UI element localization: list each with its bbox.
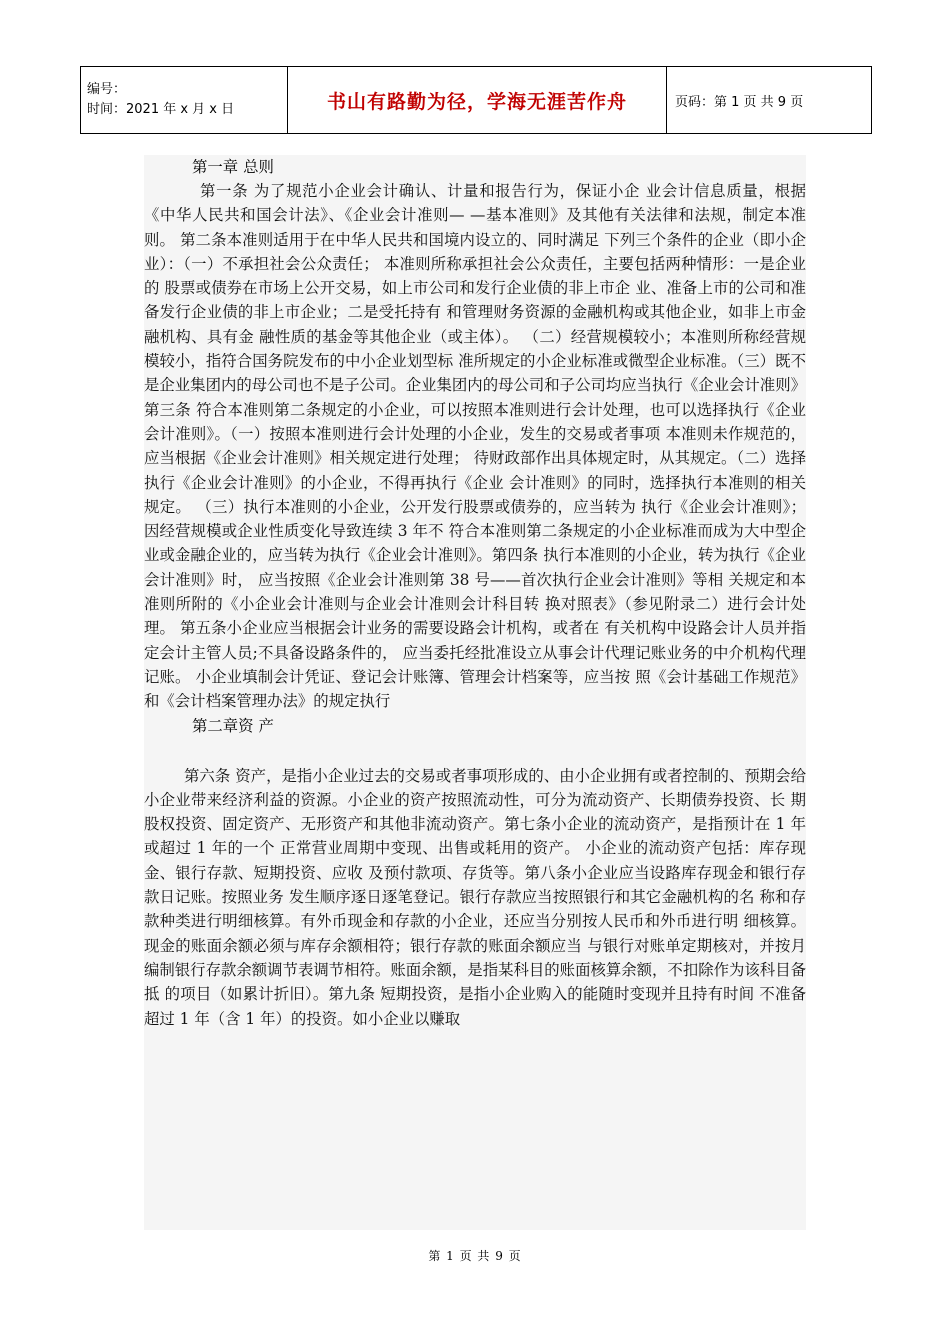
section-spacer bbox=[144, 738, 806, 764]
document-date-label: 时间：2021 年 x 月 x 日 bbox=[87, 102, 235, 117]
chapter-2-body: 第六条 资产，是指小企业过去的交易或者事项形成的、由小企业拥有或者控制的、预期会给小企业带来经济利益的资源。小企业的资产按照流动性，可分为流动资产、长期债券投资、长 期股权投资、固定资产、无形资产和其他非流动资产。第七条小企业的流动资产，是指预计在 1 年或超过 1 年的一个 正常营业周期中变现、出售或耗用的资产。 小企业的流动资产包括：库存现金、银行存款、短期投资、应收 及预付款项、存货等。第八条小企业应当设路库存现金和银行存款日记账。按照业务 发生顺序逐日逐笔登记。银行存款应当按照银行和其它金融机构的名 称和存款种类进行明细核算。有外币现金和存款的小企业，还应当分别按人民币和外币进行明 细核算。现金的账面余额必须与库存余额相符；银行存款的账面余额应当 与银行对账单定期核对，并按月编制银行存款余额调节表调节相符。账面余额，是指某科目的账面核算余额，不扣除作为该科目备抵 的项目（如累计折旧）。第九条 短期投资，是指小企业购入的能随时变现并且持有时间 不准备超过 1 年（含 1 年）的投资。如小企业以赚取 bbox=[144, 766, 806, 1028]
document-header bbox=[80, 66, 872, 134]
header-page-cell bbox=[667, 67, 872, 134]
page-footer: 第 1 页 共 9 页 bbox=[428, 1249, 522, 1263]
document-number-label: 编号： bbox=[87, 82, 127, 97]
chapter-1-body: 第一条 为了规范小企业会计确认、计量和报告行为，保证小企 业会计信息质量，根据《中华人民共和国会计法》、《企业会计准则— —基本准则》及其他有关法律和法规，制定本准则。 第二条本准则适用于在中华人民共和国境内设立的、同时满足 下列三个条件的企业（即小企业）：（一）不承担社会公众责任； 本准则所称承担社会公众责任，主要包括两种情形：一是企业的 股票或债券在市场上公开交易，如上市公司和发行企业债的非上市企 业、准备上市的公司和准备发行企业债的非上市企业；二是受托持有 和管理财务资源的金融机构或其他企业，如非上市金融机构、具有金 融性质的基金等其他企业（或主体）。 （二）经营规模较小；本准则所称经营规模较小，指符合国务院发布的中小企业划型标 准所规定的小企业标准或微型企业标准。（三）既不是企业集团内的母公司也不是子公司。企业集团内的母公司和子公司均应当执行《企业会计准则》第三条 符合本准则第二条规定的小企业，可以按照本准则进行会计处理，也可以选择执行《企业会计准则》。（一）按照本准则进行会计处理的小企业，发生的交易或者事项 本准则未作规范的，应当根据《企业会计准则》相关规定进行处理； 待财政部作出具体规定时，从其规定。（二）选择执行《企业会计准则》的小企业，不得再执行《企业 会计准则》的同时，选择执行本准则的相关规定。 （三）执行本准则的小企业，公开发行股票或债券的，应当转为 执行《企业会计准则》；因经营规模或企业性质变化导致连续 3 年不 符合本准则第二条规定的小企业标准而成为大中型企业或金融企业的，应当转为执行《企业会计准则》。第四条 执行本准则的小企业，转为执行《企业会计准则》时， 应当按照《企业会计准则第 38 号——首次执行企业会计准则》等相 关规定和本准则所附的《小企业会计准则与企业会计准则会计科目转 换对照表》（参见附录二）进行会计处理。 第五条小企业应当根据会计业务的需要设路会计机构，或者在 有关机构中设路会计人员并指定会计主管人员;不具备设路条件的， 应当委托经批准设立从事会计代理记账业务的中介机构代理记账。 小企业填制会计凭证、登记会计账簿、管理会计档案等，应当按 照《会计基础工作规范》和《会计档案管理办法》的规定执行 bbox=[144, 182, 806, 711]
header-page-label: 页码：第 1 页 共 9 页 bbox=[675, 94, 804, 110]
header-meta-cell bbox=[81, 67, 288, 134]
header-motto: 书山有路勤为径，学海无涯苦作舟 bbox=[326, 90, 627, 113]
document-body bbox=[144, 155, 806, 1230]
header-motto-cell bbox=[288, 67, 667, 134]
chapter-2-heading: 第二章资 产 bbox=[192, 716, 274, 735]
chapter-1-heading: 第一章 总则 bbox=[192, 158, 274, 176]
